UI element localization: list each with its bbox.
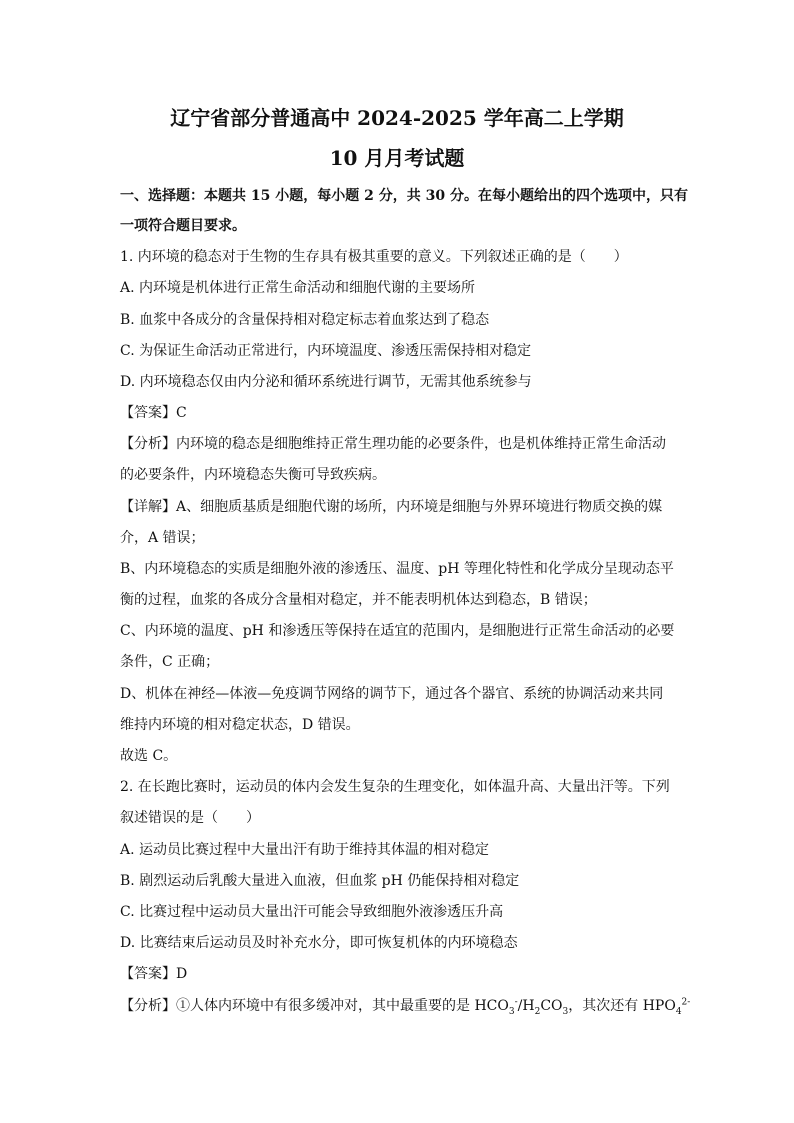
question-1-option-c: C. 为保证生命活动正常进行，内环境温度、渗透压需保持相对稳定 [120,343,532,359]
question-1-detail-line: 条件，C 正确； [120,654,220,670]
question-1-detail-line: 衡的过程，血浆的各成分含量相对稳定，并不能表明机体达到稳态，B 错误； [120,592,597,608]
question-1-answer: 【答案】C [120,405,187,421]
section-instructions: 一、选择题：本题共 15 小题，每小题 2 分，共 30 分。在每小题给出的四个选项中，只有 [120,188,688,204]
question-2-option-b: B. 剧烈运动后乳酸大量进入血液，但血浆 pH 仍能保持相对稳定 [120,873,520,889]
page-title: 辽宁省部分普通高中 2024-2025 学年高二上学期 [170,106,624,130]
question-1-option-d: D. 内环境稳态仅由内分泌和循环系统进行调节，无需其他系统参与 [120,374,532,390]
question-1-conclusion: 故选 C。 [120,748,178,764]
question-1-detail-line: 维持内环境的相对稳定状态，D 错误。 [120,717,360,733]
question-1-analysis: 【分析】内环境的稳态是细胞维持正常生理功能的必要条件，也是机体维持正常生命活动 [120,436,666,452]
question-2-option-a: A. 运动员比赛过程中大量出汗有助于维持其体温的相对稳定 [120,842,490,858]
question-1-detail-line: D、机体在神经—体液—免疫调节网络的调节下，通过各个器官、系统的协调活动来共同 [120,686,664,702]
question-1-stem: 1. 内环境的稳态对于生物的生存具有极其重要的意义。下列叙述正确的是（ ） [120,249,628,265]
question-2-stem: 2. 在长跑比赛时，运动员的体内会发生复杂的生理变化，如体温升高、大量出汗等。下列 [120,779,670,795]
question-1-detail: 【详解】A、细胞质基质是细胞代谢的场所，内环境是细胞与外界环境进行物质交换的媒 [120,499,663,515]
section-instructions-cont: 一项符合题目要求。 [120,218,246,234]
question-2-option-d: D. 比赛结束后运动员及时补充水分，即可恢复机体的内环境稳态 [120,935,518,951]
question-2-option-c: C. 比赛过程中运动员大量出汗可能会导致细胞外液渗透压升高 [120,904,504,920]
question-1-analysis-cont: 的必要条件，内环境稳态失衡可导致疾病。 [120,467,386,483]
question-1-detail-line: C、内环境的温度、pH 和渗透压等保持在适宜的范围内，是细胞进行正常生命活动的必要 [120,623,675,639]
question-1-option-b: B. 血浆中各成分的含量保持相对稳定标志着血浆达到了稳态 [120,312,490,328]
question-2-answer: 【答案】D [120,966,188,982]
question-1-detail-line: B、内环境稳态的实质是细胞外液的渗透压、温度、pH 等理化特性和化学成分呈现动态平 [120,561,674,577]
question-2-stem-cont: 叙述错误的是（ ） [120,810,260,826]
page-subtitle: 10 月月考试题 [329,146,465,170]
question-2-analysis: 【分析】①人体内环境中有很多缓冲对，其中最重要的是 $HCO_3^-/H_2CO_3$，其次还有 $HPO_4^{2-}$ [120,997,691,1017]
question-1-option-a: A. 内环境是机体进行正常生命活动和细胞代谢的主要场所 [120,280,476,296]
question-1-detail-line: 介，A 错误； [120,530,205,546]
